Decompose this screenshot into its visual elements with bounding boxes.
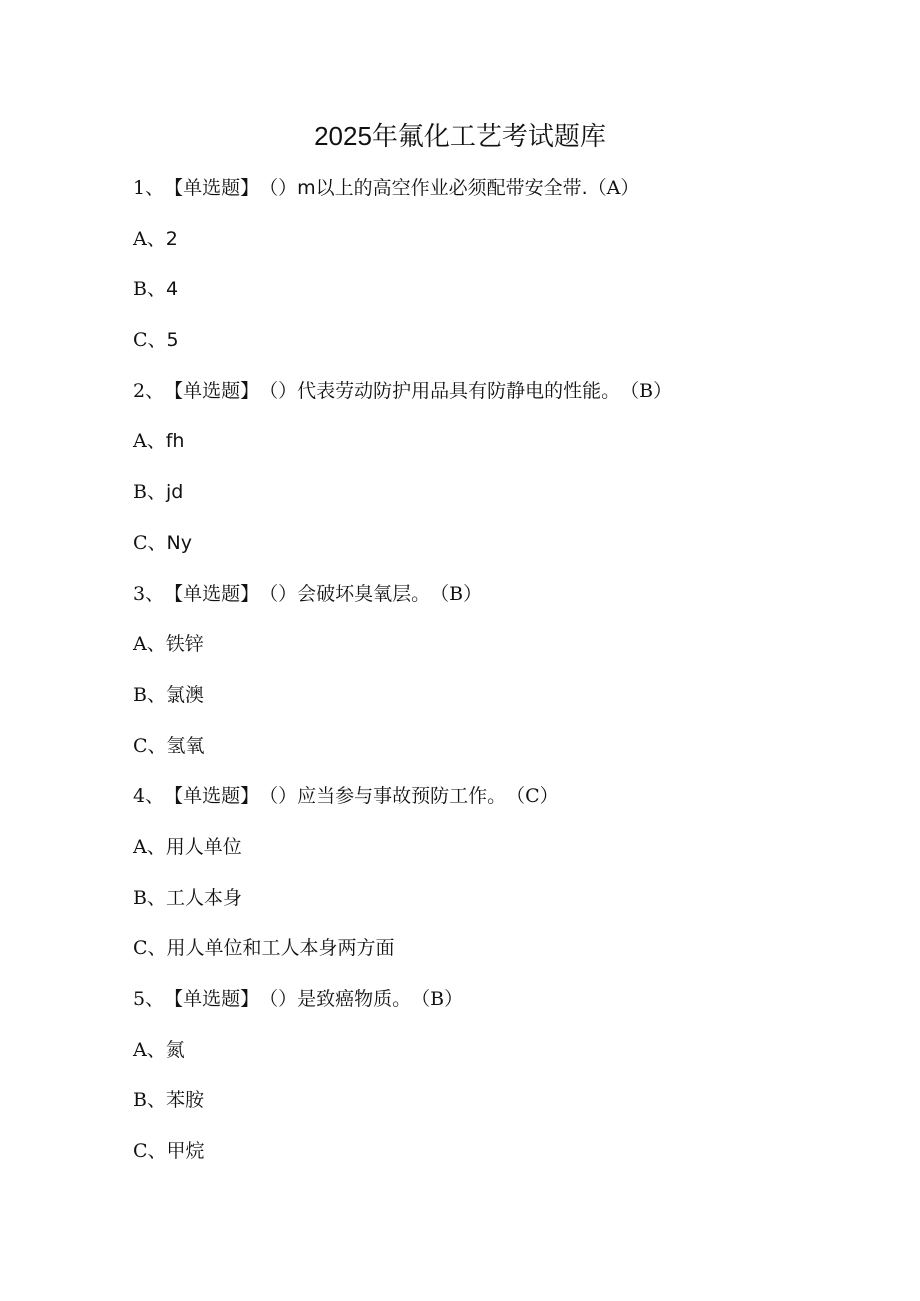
option-5-c	[133, 1134, 893, 1185]
option-letter: C、	[133, 1140, 167, 1163]
question-number: 4、	[133, 785, 165, 808]
option-letter: A、	[133, 633, 166, 656]
option-letter: A、	[133, 835, 166, 858]
question-number: 1、	[133, 177, 165, 199]
question-answer: （A）	[587, 177, 640, 199]
option-text: Ny	[166, 531, 193, 554]
option-letter: A、	[133, 430, 166, 453]
question-type: 【单选题】	[164, 582, 260, 605]
option-letter: B、	[133, 481, 166, 504]
question-stem: （）应当参与事故预防工作。	[259, 785, 507, 808]
option-letter: C、	[133, 531, 167, 554]
option-5-b	[133, 1083, 893, 1134]
option-text: 工人本身	[165, 886, 242, 909]
option-text: 用人单位和工人本身两方面	[166, 937, 395, 960]
option-letter: A、	[133, 227, 166, 250]
question-type: 【单选题】	[164, 988, 260, 1010]
option-3-a	[133, 627, 893, 678]
option-5-a	[133, 1033, 893, 1084]
option-letter: B、	[133, 278, 166, 301]
question-1	[133, 171, 893, 222]
option-3-b	[133, 678, 893, 729]
option-1-b	[133, 272, 893, 323]
option-text: 苯胺	[165, 1089, 204, 1112]
option-letter: B、	[133, 683, 166, 706]
question-answer: （B）	[430, 582, 483, 605]
option-4-c	[133, 931, 893, 982]
option-letter: C、	[133, 329, 167, 352]
question-type: 【单选题】	[164, 177, 260, 199]
option-letter: C、	[133, 937, 167, 960]
option-text: 氯澳	[165, 683, 204, 706]
question-2	[133, 374, 893, 425]
option-text: 2	[165, 227, 178, 250]
document-title: 2025年氟化工艺考试题库	[314, 121, 606, 151]
option-text: 氢氧	[166, 734, 205, 757]
option-letter: A、	[133, 1038, 166, 1061]
option-letter: C、	[133, 734, 167, 757]
question-stem: （）m以上的高空作业必须配带安全带.	[259, 177, 588, 199]
question-5	[133, 982, 893, 1033]
question-4	[133, 779, 893, 830]
question-number: 2、	[133, 379, 165, 402]
question-number: 5、	[133, 988, 165, 1010]
question-type: 【单选题】	[164, 785, 260, 808]
question-list	[133, 171, 893, 1185]
question-stem: （）会破坏臭氧层。	[259, 582, 431, 605]
option-letter: B、	[133, 886, 166, 909]
question-type: 【单选题】	[164, 379, 260, 402]
question-answer: （C）	[506, 785, 559, 808]
option-4-a	[133, 830, 893, 881]
option-1-a	[133, 222, 893, 273]
option-text: jd	[165, 481, 184, 504]
option-text: 氮	[165, 1038, 185, 1061]
question-stem: （）是致癌物质。	[259, 988, 412, 1010]
question-3	[133, 577, 893, 628]
option-text: 5	[166, 329, 179, 352]
option-2-b	[133, 475, 893, 526]
option-2-c	[133, 526, 893, 577]
question-answer: （B）	[620, 379, 673, 402]
option-text: 用人单位	[165, 835, 242, 858]
option-letter: B、	[133, 1089, 166, 1112]
question-answer: （B）	[411, 988, 464, 1010]
option-text: 4	[165, 278, 179, 301]
option-text: 甲烷	[166, 1140, 205, 1163]
question-stem: （）代表劳动防护用品具有防静电的性能。	[259, 379, 621, 402]
option-4-b	[133, 881, 893, 932]
option-3-c	[133, 729, 893, 780]
option-1-c	[133, 323, 893, 374]
option-2-a	[133, 424, 893, 475]
option-text: fh	[165, 430, 185, 453]
option-text: 铁锌	[165, 633, 204, 656]
question-number: 3、	[133, 582, 165, 605]
